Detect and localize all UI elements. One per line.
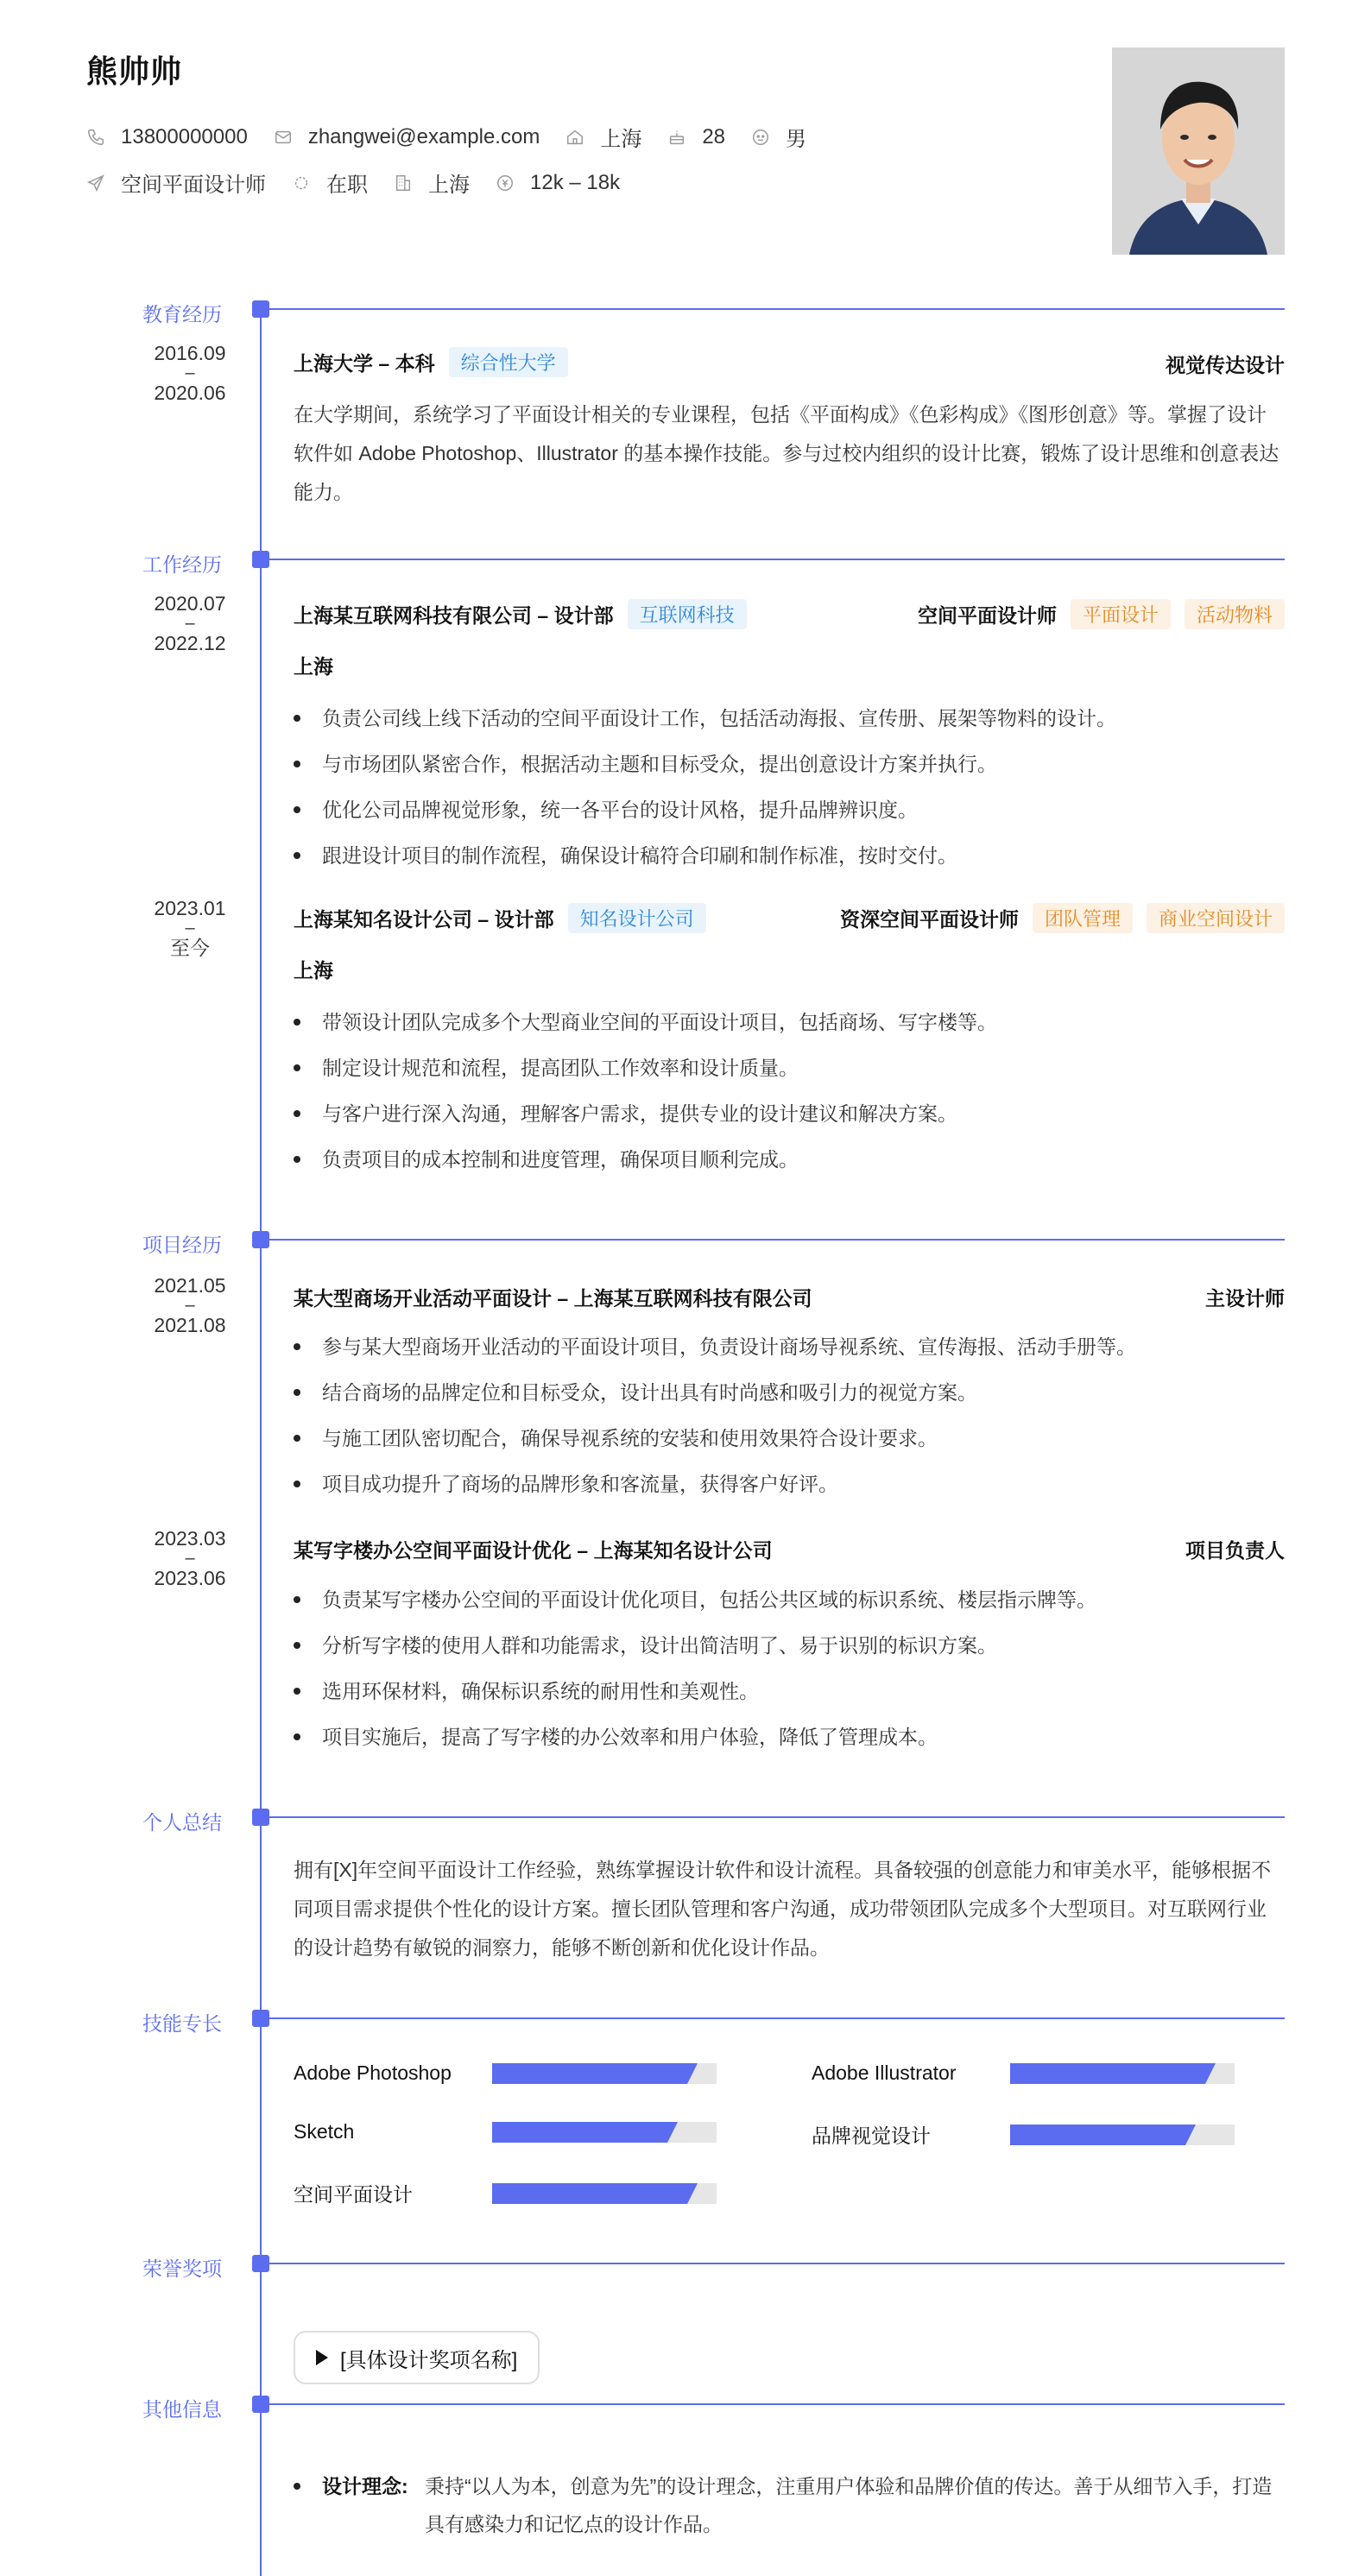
- skill-item: [812, 2120, 1235, 2149]
- city-item: [394, 167, 470, 198]
- work-company: [294, 599, 747, 629]
- avatar-portrait: [1112, 47, 1285, 255]
- coin-icon: [496, 174, 515, 193]
- project-name: 某大型商场开业活动平面设计 – 上海某互联网科技有限公司: [294, 1287, 812, 1310]
- email-item: [274, 125, 540, 149]
- skill-bar: [492, 2063, 717, 2084]
- phone-text: 13800000000: [121, 124, 248, 148]
- role-tag: 平面设计: [1071, 599, 1171, 629]
- date-start: 2023.03: [154, 1527, 226, 1550]
- other-text: 秉持“以人为本，创意为先”的设计理念，注重用户体验和品牌价值的传达。善于从细节入手，打造具有感染力和记忆点的设计作品。: [425, 2475, 1273, 2535]
- project-bullets: [294, 1334, 1285, 1517]
- avatar-photo: [1112, 47, 1285, 255]
- skill-bar-fill: [1010, 2063, 1205, 2084]
- section-divider: [269, 1816, 1285, 1818]
- award-name: [具体设计奖项名称]: [340, 2348, 518, 2372]
- email-text: zhangwei@example.com: [307, 124, 540, 148]
- salary-text: 12k – 18k: [530, 170, 621, 194]
- list-item: 负责公司线上线下活动的空间平面设计工作，包括活动海报、宣传册、展架等物料的设计。: [294, 705, 1285, 751]
- list-item: 选用环保材料，确保标识系统的耐用性和美观性。: [294, 1678, 1285, 1724]
- project-date: 2023.03 – 2023.06: [154, 1527, 226, 1589]
- contact-row: [86, 122, 832, 152]
- company-tag: 互联网科技: [628, 599, 747, 629]
- date-start: 2021.05: [154, 1274, 226, 1297]
- gender-item: [751, 122, 806, 152]
- summary-text: 拥有[X]年空间平面设计工作经验，熟练掌握设计软件和设计流程。具备较强的创意能力和审美水平，能够根据不同项目需求提供个性化的设计方案。擅长团队管理和客户沟通，成功带领团队完成多个大型项目。对互联网行业的设计趋势有敏锐的洞察力，能够不断创新和优化设计作品。: [294, 1859, 1272, 1959]
- city-text: 上海: [428, 174, 470, 197]
- work-role: [918, 599, 1285, 629]
- section-title-summary: 个人总结: [142, 1811, 222, 1834]
- section-divider: [269, 2403, 1285, 2405]
- section-divider: [269, 559, 1285, 560]
- list-item: 与客户进行深入沟通，理解客户需求，提供专业的设计建议和解决方案。: [294, 1101, 1285, 1146]
- education-date: 2016.09 – 2020.06: [154, 342, 226, 404]
- skill-item: [294, 2179, 717, 2207]
- skill-bar-fill: [492, 2063, 687, 2084]
- status-item: [292, 167, 368, 198]
- gender-text: 男: [786, 128, 807, 151]
- work-bullets: [294, 705, 1285, 888]
- list-item: 参与某大型商场开业活动的平面设计项目，负责设计商场导视系统、宣传海报、活动手册等。: [294, 1334, 1285, 1380]
- face-icon: [751, 128, 770, 147]
- salary-item: [496, 171, 620, 195]
- status-icon: [292, 174, 311, 193]
- skill-bar-fill: [1010, 2125, 1185, 2145]
- skill-name: Adobe Illustrator: [812, 2061, 957, 2084]
- list-item: 与市场团队紧密合作，根据活动主题和目标受众，提出创意设计方案并执行。: [294, 751, 1285, 797]
- age-item: [667, 125, 725, 149]
- skill-item: [812, 2061, 1235, 2085]
- cake-icon: [667, 128, 686, 147]
- age-text: 28: [702, 124, 726, 148]
- list-item: 项目实施后，提高了写字楼的办公效率和用户体验，降低了管理成本。: [294, 1724, 1285, 1770]
- section-marker: [252, 1809, 269, 1826]
- list-item: 项目成功提升了商场的品牌形象和客流量，获得客户好评。: [294, 1471, 1285, 1517]
- work-city: 上海: [294, 959, 333, 982]
- section-title-projects: 项目经历: [142, 1234, 222, 1256]
- list-item: 分析写字楼的使用人群和功能需求，设计出简洁明了、易于识别的标识方案。: [294, 1632, 1285, 1678]
- skill-item: [294, 2061, 717, 2085]
- section-marker: [252, 2010, 269, 2027]
- list-item: 优化公司品牌视觉形象，统一各平台的设计风格，提升品牌辨识度。: [294, 797, 1285, 843]
- phone-icon: [86, 128, 105, 147]
- skill-bar-fill: [492, 2183, 687, 2204]
- position-item: [86, 167, 266, 198]
- send-icon: [86, 174, 105, 193]
- list-item: 负责项目的成本控制和进度管理，确保项目顺利完成。: [294, 1146, 1285, 1192]
- role-title: 空间平面设计师: [917, 604, 1057, 627]
- section-marker: [252, 1231, 269, 1248]
- section-marker: [252, 2255, 269, 2272]
- section-divider: [269, 1239, 1285, 1241]
- list-item: 结合商场的品牌定位和目标受众，设计出具有时尚感和吸引力的视觉方案。: [294, 1380, 1285, 1425]
- section-title-work: 工作经历: [142, 553, 222, 576]
- role-tag: 团队管理: [1033, 903, 1133, 933]
- section-marker: [252, 2396, 269, 2413]
- project-name: 某写字楼办公空间平面设计优化 – 上海某知名设计公司: [294, 1539, 773, 1562]
- date-start: 2020.07: [154, 592, 226, 615]
- role-tag: 活动物料: [1185, 599, 1285, 629]
- skill-name: 品牌视觉设计: [812, 2125, 931, 2147]
- other-label: 设计理念:: [322, 2475, 408, 2497]
- skill-name: Adobe Photoshop: [294, 2061, 452, 2084]
- skill-bar-fill: [492, 2122, 667, 2143]
- skill-bar: [492, 2122, 717, 2143]
- project-role: 项目负责人: [1185, 1539, 1285, 1562]
- education-school: [294, 347, 568, 377]
- section-title-education: 教育经历: [142, 303, 222, 325]
- skill-bar: [1010, 2063, 1235, 2084]
- education-description: 在大学期间，系统学习了平面设计相关的专业课程，包括《平面构成》《色彩构成》《图形创意》等。掌握了设计软件如 Adobe Photoshop、Illustrator 的基本操作技能。参与过校内组织的设计比赛，锻炼了设计思维和创意表达能力。: [294, 403, 1279, 503]
- section-divider: [269, 2263, 1285, 2264]
- home-icon: [565, 128, 584, 147]
- list-item: 与施工团队密切配合，确保导视系统的安装和使用效果符合设计要求。: [294, 1425, 1285, 1471]
- skill-name: 空间平面设计: [294, 2183, 413, 2206]
- section-title-awards: 荣誉奖项: [142, 2257, 222, 2280]
- education-major: 视觉传达设计: [1166, 354, 1285, 376]
- mail-icon: [274, 128, 293, 147]
- section-marker: [252, 551, 269, 568]
- company-tag: 知名设计公司: [568, 903, 706, 933]
- skill-bar: [1010, 2125, 1235, 2145]
- company-name: 上海某互联网科技有限公司 – 设计部: [294, 604, 614, 627]
- date-end: 至今: [170, 937, 210, 959]
- skill-item: [294, 2120, 717, 2144]
- job-row: [86, 167, 646, 198]
- work-date: 2020.07 – 2022.12: [154, 592, 226, 654]
- position-text: 空间平面设计师: [121, 174, 266, 197]
- school-tag: 综合性大学: [449, 347, 568, 377]
- section-marker: [252, 300, 269, 318]
- project-date: 2021.05 – 2021.08: [154, 1274, 226, 1336]
- building-icon: [394, 174, 413, 193]
- list-item: 制定设计规范和流程，提高团队工作效率和设计质量。: [294, 1055, 1285, 1101]
- timeline-line: [260, 311, 262, 2576]
- work-role: [840, 903, 1285, 933]
- resume-header: [86, 47, 1285, 263]
- section-divider: [269, 2017, 1285, 2019]
- list-item: 跟进设计项目的制作流程，确保设计稿符合印刷和制作标准，按时交付。: [294, 843, 1285, 888]
- list-item: 带领设计团队完成多个大型商业空间的平面设计项目，包括商场、写字楼等。: [294, 1009, 1285, 1055]
- section-title-other: 其他信息: [142, 2398, 222, 2421]
- date-end: 2023.06: [154, 1567, 226, 1589]
- company-name: 上海某知名设计公司 – 设计部: [294, 908, 554, 931]
- skill-name: Sketch: [294, 2120, 355, 2143]
- award-toggle-button[interactable]: [294, 2331, 540, 2384]
- skill-bar: [492, 2183, 717, 2204]
- bullet-dot: [294, 2483, 300, 2490]
- role-tag: 商业空间设计: [1147, 903, 1285, 933]
- date-start: 2016.09: [154, 342, 226, 364]
- project-role: 主设计师: [1205, 1287, 1285, 1310]
- role-title: 资深空间平面设计师: [839, 908, 1019, 931]
- location-text: 上海: [600, 128, 642, 151]
- date-start: 2023.01: [154, 897, 226, 919]
- work-company: [294, 903, 706, 933]
- work-city: 上海: [294, 655, 333, 678]
- school-name: 上海大学 – 本科: [294, 352, 435, 375]
- date-end: 2021.08: [154, 1314, 226, 1336]
- section-divider: [269, 308, 1285, 310]
- date-end: 2022.12: [154, 632, 226, 654]
- phone-item: [86, 125, 248, 149]
- candidate-name: 熊帅帅: [86, 54, 183, 89]
- section-title-skills: 技能专长: [142, 2012, 222, 2035]
- date-end: 2020.06: [154, 382, 226, 404]
- project-bullets: [294, 1587, 1285, 1770]
- work-date: 2023.01 – 至今: [154, 897, 226, 959]
- location-item: [565, 122, 641, 152]
- work-bullets: [294, 1009, 1285, 1192]
- list-item: 负责某写字楼办公空间的平面设计优化项目，包括公共区域的标识系统、楼层指示牌等。: [294, 1587, 1285, 1632]
- play-triangle-icon: [316, 2350, 328, 2365]
- status-text: 在职: [326, 174, 368, 197]
